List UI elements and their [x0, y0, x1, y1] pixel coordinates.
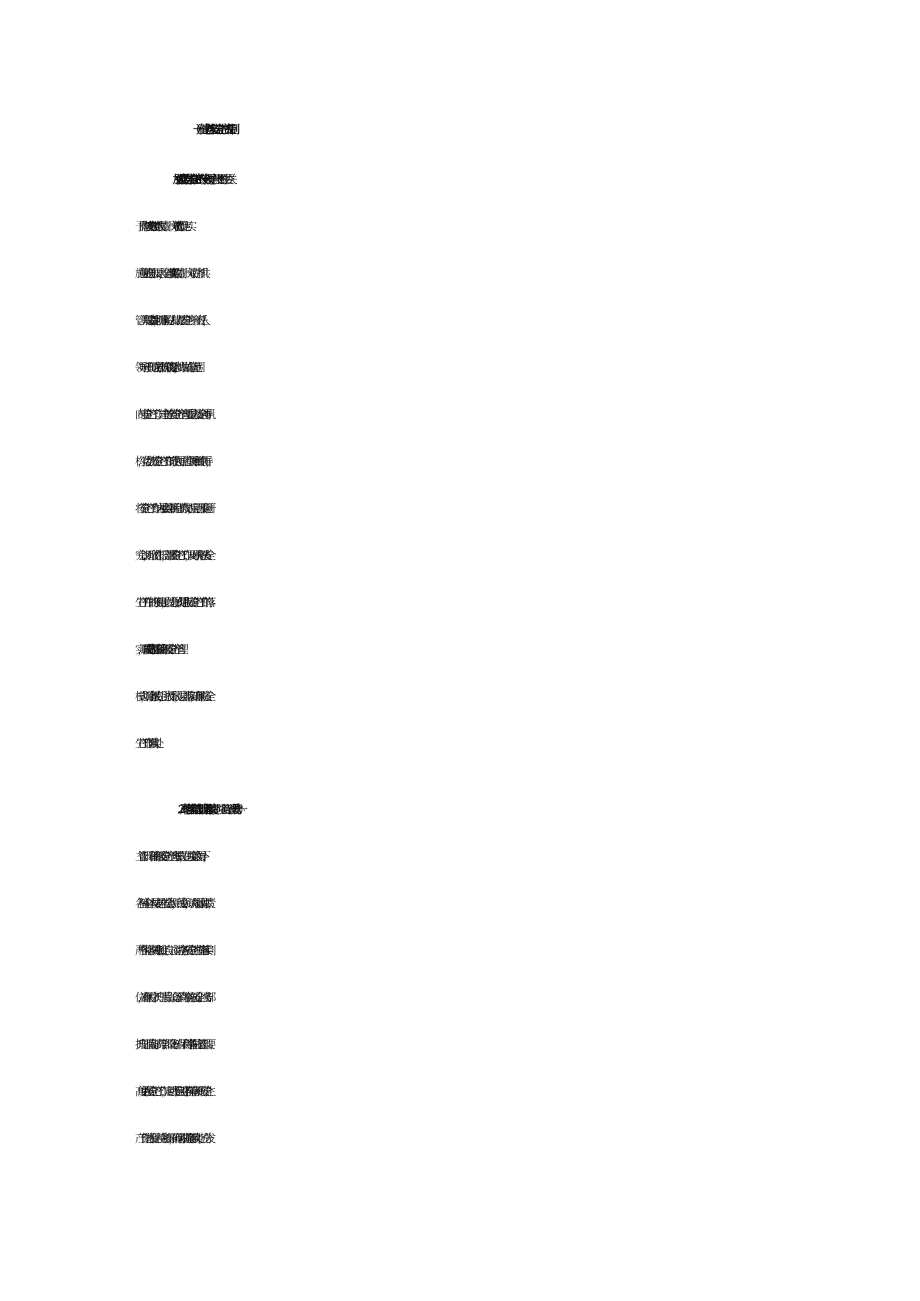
para2-text: 主管部门一科室”的四级安全生产管理模式，在医院党政领导下， — [135, 850, 206, 863]
para2-bold-fragment: 一质管 — [226, 803, 235, 816]
para1-text: 究会议，听取工作汇报，部署安全生产工作，及时研究解决安全 — [135, 549, 208, 562]
para1-line — [135, 398, 920, 432]
para2-text: 医院实行“院部 — [213, 803, 227, 816]
para2-line — [135, 887, 920, 921]
para1-text: 施意见的通知》要求，全面落实“党政同责、一岗双责、齐抓共 — [135, 267, 203, 280]
para1-line — [135, 680, 920, 714]
para2-text: 护理部、后勤部、药学部、设备科、保卫科等各职能主管部门要 — [135, 1038, 208, 1051]
para1-line — [135, 492, 920, 526]
para2-line — [135, 840, 920, 874]
para1-line — [135, 539, 920, 573]
para2-line — [178, 793, 920, 827]
para2-text-tail: 办一 — [234, 803, 240, 816]
para2-line — [135, 1075, 920, 1109]
para1-line — [135, 257, 920, 291]
para1-line — [135, 351, 920, 385]
para1-line — [135, 445, 920, 479]
section-heading: （一）健全落实安全生产责任制 — [190, 123, 232, 136]
para1-text: 生产工作中的突出问题，以例会形式促进我院安全生产工作的落 — [135, 596, 208, 609]
para1-text: 实，形成“院部-质管力、-主管部门-科室”的四级安全生产管理 — [135, 643, 181, 656]
para1-line — [135, 210, 920, 244]
para2-text: 严格执行各项规章制度，自觉、主动将各项安全生产措施落实到 — [135, 944, 208, 957]
para2-text: 产工作进行督促、检查和指导，确保各项措施落到实处；充分发 — [135, 1132, 208, 1145]
para1-text: 管、失职追责”制度，明确医院法人代表是安全生产第一责任人， — [135, 314, 206, 327]
para1-line — [135, 586, 920, 620]
para2-line — [135, 1028, 920, 1062]
para2-line — [135, 981, 920, 1015]
para2-text: 位，确保医疗、护理、后勤、设备、消防等各方面安全。医务部、 — [135, 991, 211, 1004]
para1-text: 模式，明确各级责任，上级抓下级，层层抓落实，确保医院安全 — [135, 690, 208, 703]
para2-line — [135, 1122, 920, 1156]
para1-text: 构，党委负责安全生产工作的政治领导、思想领导和组织领导， — [135, 455, 208, 468]
para1-text: 内的安全生产工作。建立健全安全生产管理委员会及安全领导机 — [135, 408, 208, 421]
para2-lead: 2．严格落实主管部门监管职责。 — [178, 803, 214, 816]
para1-text: 将安全生产工作纳入重要议事日程和工作规划，定期召开专题研 — [135, 502, 208, 515]
para1-text: 按照《**卫生计生委关 — [211, 173, 230, 186]
para2-text: 各科室全体人员要树立安全意识，底线意识，认真履行岗位职责， — [135, 897, 211, 910]
para2-line — [135, 934, 920, 968]
para1-text: 领导班子其他成员按照“一岗双责”的要求，协助做好分管范围 — [135, 361, 198, 374]
para1-text: 生产工作落到实处。 — [135, 737, 159, 750]
para1-line — [178, 163, 920, 197]
para1-line — [135, 633, 920, 667]
para1-text: 于贯彻落实〈**安全生产“党政同责、一岗双责”暂行规定〉实 — [135, 220, 189, 233]
para1-line — [135, 727, 920, 761]
para1-lead: 1.加强党委对安全生产的统一领导。 — [178, 173, 212, 186]
para1-line — [135, 304, 920, 338]
para2-text: 高度重视安全生产工作，定期或不定期对各自管辖领域的安全生 — [135, 1085, 208, 1098]
